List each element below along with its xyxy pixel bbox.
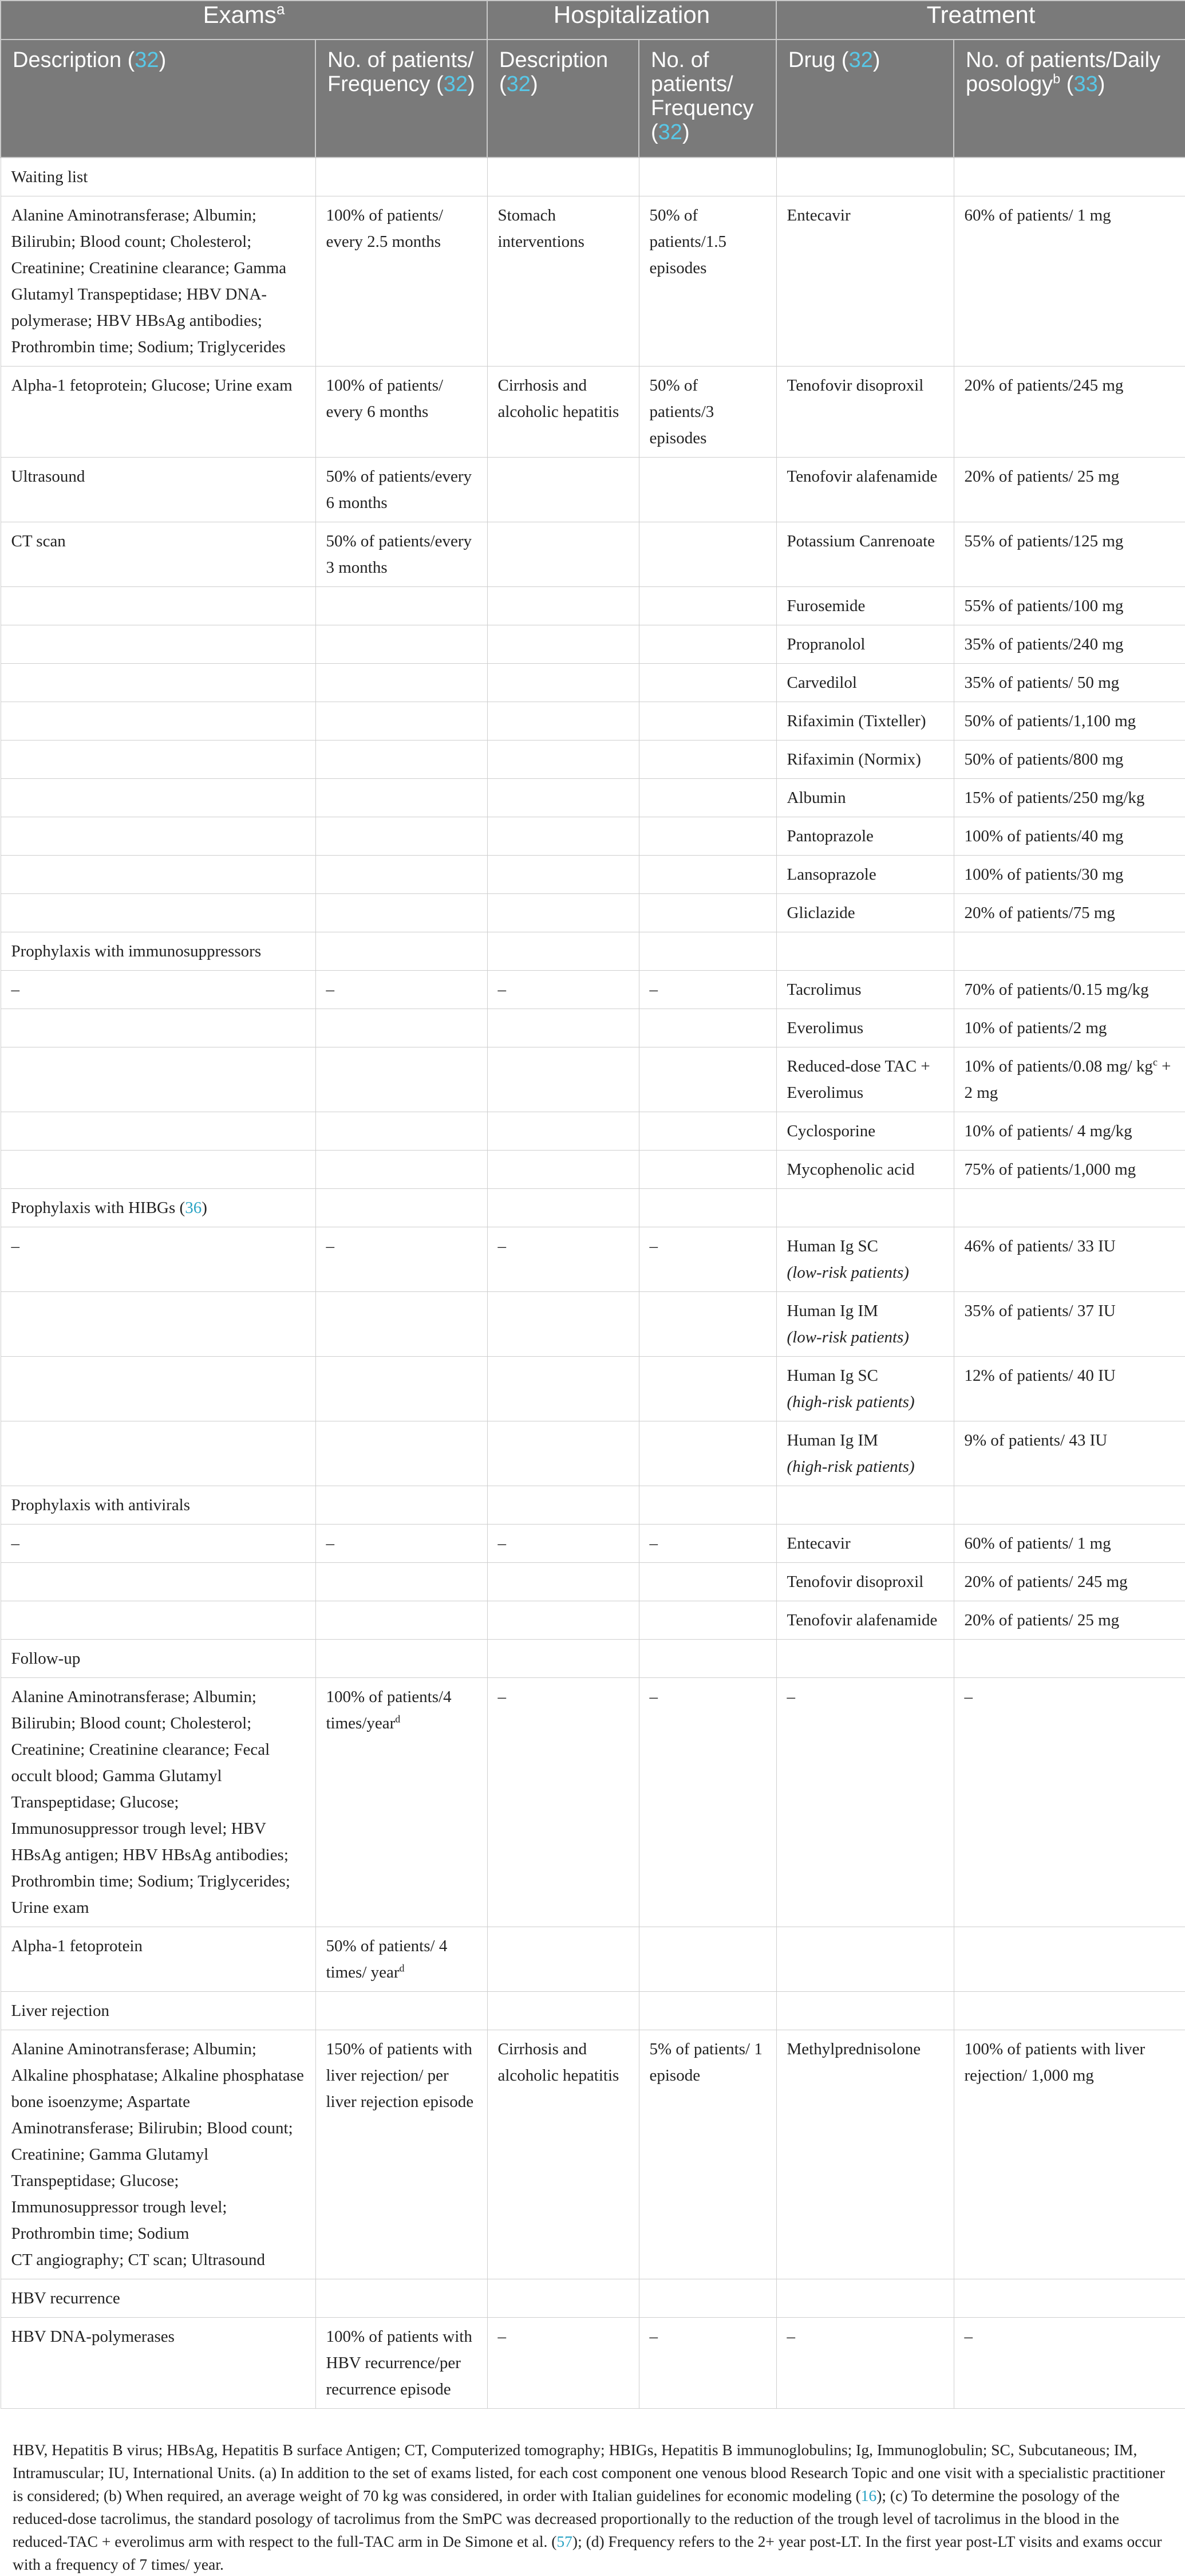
table-row [1, 971, 1185, 1009]
table-row [1, 856, 1185, 894]
hosp-description: Stomach interventions [487, 196, 639, 367]
table-row [1, 2318, 1185, 2409]
hosp-frequency: 50% of patients/1.5 episodes [639, 196, 776, 367]
drug: Pantoprazole [776, 817, 954, 856]
exam-frequency: 100% of patients/4 times/year$^d$ [315, 1678, 487, 1927]
dash: – [487, 1525, 639, 1563]
dash: – [639, 1227, 776, 1292]
posology: 20% of patients/245 mg [954, 367, 1185, 458]
posology: 10% of patients/2 mg [954, 1009, 1185, 1047]
col-posology: No. of patients/Daily posology$^b$ (33) [954, 40, 1185, 157]
posology: 9% of patients/ 43 IU [954, 1421, 1185, 1486]
drug: Furosemide [776, 587, 954, 625]
table-row [1, 1151, 1185, 1189]
posology: 35% of patients/ 50 mg [954, 664, 1185, 702]
dash: – [954, 1678, 1185, 1927]
table-row [1, 894, 1185, 932]
dash: – [776, 2318, 954, 2409]
dash: – [1, 1227, 315, 1292]
hosp-description: Cirrhosis and alcoholic hepatitis [487, 367, 639, 458]
exam-frequency: 100% of patients/ every 6 months [315, 367, 487, 458]
drug: Cyclosporine [776, 1112, 954, 1151]
exam-frequency: 50% of patients/every 6 months [315, 458, 487, 522]
exam-frequency: 100% of patients/ every 2.5 months [315, 196, 487, 367]
table-row [1, 817, 1185, 856]
col-hosp-frequency: No. of patients/ Frequency (32) [639, 40, 776, 157]
drug: Tenofovir alafenamide [776, 1601, 954, 1640]
hosp-frequency: 50% of patients/3 episodes [639, 367, 776, 458]
posology: 35% of patients/240 mg [954, 625, 1185, 664]
table-row [1, 740, 1185, 779]
section-label: HBV recurrence [1, 2279, 315, 2318]
drug: Tenofovir alafenamide [776, 458, 954, 522]
col-exam-description: Description (32) [1, 40, 315, 157]
exam-frequency: 100% of patients with HBV recurrence/per recurrence episode [315, 2318, 487, 2409]
table-row [1, 196, 1185, 367]
group-hospitalization: Hospitalization [487, 1, 776, 40]
drug: Tacrolimus [776, 971, 954, 1009]
hosp-description: Cirrhosis and alcoholic hepatitis [487, 2030, 639, 2279]
posology: 35% of patients/ 37 IU [954, 1292, 1185, 1357]
drug: Rifaximin (Tixteller) [776, 702, 954, 740]
table-row [1, 1227, 1185, 1292]
posology: 100% of patients with liver rejection/ 1,000 mg [954, 2030, 1185, 2279]
section-label: Prophylaxis with antivirals [1, 1486, 315, 1525]
section-label: Waiting list [1, 157, 315, 196]
drug: Albumin [776, 779, 954, 817]
posology: 15% of patients/250 mg/kg [954, 779, 1185, 817]
drug: Carvedilol [776, 664, 954, 702]
dash: – [1, 971, 315, 1009]
drug: Tenofovir disoproxil [776, 367, 954, 458]
exam-frequency: 50% of patients/every 3 months [315, 522, 487, 587]
posology: 50% of patients/800 mg [954, 740, 1185, 779]
dash: – [487, 1227, 639, 1292]
table-row [1, 1678, 1185, 1927]
section-label: Prophylaxis with immunosuppressors [1, 932, 315, 971]
table-footnote: HBV, Hepatitis B virus; HBsAg, Hepatitis B surface Antigen; CT, Computerized tomography; HBIGs, Hepatitis B immunoglobulins; Ig, Immunoglobulin; SC, Subcutaneous; IM, Intramuscular; IU, International Units. (a) In addition to the set of exams listed, for each cost component one venous blood Research Topic and one visit with a specialistic practitioner is considered; (b) When required, an average weight of 70 kg was considered, in order with Italian guidelines for economic modeling (16); (c) To determine the posology of the reduced-dose tacrolimus, the standard posology of tacrolimus from the SmPC was decreased proportionally to the reduction of the trough level of tacrolimus in the blood in the reduced-TAC + everolimus arm with respect to the full-TAC arm in De Simone et al. (57); (d) Frequency refers to the 2+ year post-LT. In the first year post-LT visits and exams occur with a frequency of 7 times/ year. [13, 2441, 1165, 2573]
drug: Methylprednisolone [776, 2030, 954, 2279]
dash: – [315, 971, 487, 1009]
posology: 100% of patients/30 mg [954, 856, 1185, 894]
drug: Human Ig IM (low-risk patients) [776, 1292, 954, 1357]
dash: – [639, 1678, 776, 1927]
posology: 100% of patients/40 mg [954, 817, 1185, 856]
posology: 12% of patients/ 40 IU [954, 1357, 1185, 1421]
drug: Potassium Canrenoate [776, 522, 954, 587]
col-exam-frequency: No. of patients/ Frequency (32) [315, 40, 487, 157]
drug: Gliclazide [776, 894, 954, 932]
dash: – [487, 2318, 639, 2409]
posology: 70% of patients/0.15 mg/kg [954, 971, 1185, 1009]
table-row [1, 664, 1185, 702]
table-row [1, 1927, 1185, 1992]
section-row [1, 1486, 1185, 1525]
table-row [1, 779, 1185, 817]
exam-description: CT scan [1, 522, 315, 587]
exam-description: HBV DNA-polymerases [1, 2318, 315, 2409]
table-row [1, 1047, 1185, 1112]
dash: – [487, 971, 639, 1009]
table-row [1, 1563, 1185, 1601]
col-hosp-description: Description (32) [487, 40, 639, 157]
table-row [1, 1292, 1185, 1357]
exam-frequency: 150% of patients with liver rejection/ per liver rejection episode [315, 2030, 487, 2279]
exam-description: Alanine Aminotransferase; Albumin; Bilirubin; Blood count; Cholesterol; Creatinine; Creatinine clearance; Gamma Glutamyl Transpeptidase; HBV DNA-polymerase; HBV HBsAg antibodies; Prothrombin time; Sodium; Triglycerides [1, 196, 315, 367]
drug: Human Ig IM (high-risk patients) [776, 1421, 954, 1486]
exam-description: Alpha-1 fetoprotein; Glucose; Urine exam [1, 367, 315, 458]
drug: Human Ig SC (high-risk patients) [776, 1357, 954, 1421]
table-row [1, 587, 1185, 625]
table-row [1, 458, 1185, 522]
dash: – [776, 1678, 954, 1927]
table-row [1, 1525, 1185, 1563]
dash: – [315, 1227, 487, 1292]
table-row [1, 1357, 1185, 1421]
dash: – [315, 1525, 487, 1563]
table-row [1, 1601, 1185, 1640]
posology: 75% of patients/1,000 mg [954, 1151, 1185, 1189]
dash: – [639, 971, 776, 1009]
header-column-row [1, 40, 1185, 157]
posology: 20% of patients/ 25 mg [954, 458, 1185, 522]
table-row [1, 522, 1185, 587]
section-label: Prophylaxis with HIBGs (36) [1, 1189, 315, 1227]
dash: – [639, 1525, 776, 1563]
table-row [1, 2030, 1185, 2279]
drug: Entecavir [776, 1525, 954, 1563]
posology: 55% of patients/125 mg [954, 522, 1185, 587]
exam-description: Alanine Aminotransferase; Albumin; Alkaline phosphatase; Alkaline phosphatase bone isoenzyme; Aspartate Aminotransferase; Bilirubin; Blood count; Creatinine; Gamma Glutamyl Transpeptidase; Glucose; Immunosuppressor trough level; Prothrombin time; Sodium CT angiography; CT scan; Ultrasound [1, 2030, 315, 2279]
section-row [1, 1189, 1185, 1227]
posology: 20% of patients/ 245 mg [954, 1563, 1185, 1601]
table-row [1, 1421, 1185, 1486]
posology: 60% of patients/ 1 mg [954, 196, 1185, 367]
posology: 20% of patients/75 mg [954, 894, 1185, 932]
table-row [1, 625, 1185, 664]
table-row [1, 367, 1185, 458]
table-row [1, 1112, 1185, 1151]
posology: 46% of patients/ 33 IU [954, 1227, 1185, 1292]
drug: Entecavir [776, 196, 954, 367]
header-group-row [1, 1, 1185, 40]
hosp-frequency: 5% of patients/ 1 episode [639, 2030, 776, 2279]
posology: 10% of patients/ 4 mg/kg [954, 1112, 1185, 1151]
drug: Propranolol [776, 625, 954, 664]
drug: Human Ig SC (low-risk patients) [776, 1227, 954, 1292]
section-row [1, 157, 1185, 196]
group-exams: Exams$^a$ [1, 1, 487, 40]
posology: 20% of patients/ 25 mg [954, 1601, 1185, 1640]
exam-description: Alpha-1 fetoprotein [1, 1927, 315, 1992]
table-row [1, 1009, 1185, 1047]
exam-description: Ultrasound [1, 458, 315, 522]
table-row [1, 702, 1185, 740]
posology: 60% of patients/ 1 mg [954, 1525, 1185, 1563]
section-label: Liver rejection [1, 1992, 315, 2030]
drug: Reduced-dose TAC + Everolimus [776, 1047, 954, 1112]
posology: 50% of patients/1,100 mg [954, 702, 1185, 740]
section-row [1, 2279, 1185, 2318]
drug: Mycophenolic acid [776, 1151, 954, 1189]
dash: – [487, 1678, 639, 1927]
dash: – [954, 2318, 1185, 2409]
posology: 55% of patients/100 mg [954, 587, 1185, 625]
drug: Everolimus [776, 1009, 954, 1047]
drug: Rifaximin (Normix) [776, 740, 954, 779]
col-drug: Drug (32) [776, 40, 954, 157]
dash: – [1, 1525, 315, 1563]
exam-frequency: 50% of patients/ 4 times/ year$^d$ [315, 1927, 487, 1992]
drug: Tenofovir disoproxil [776, 1563, 954, 1601]
section-row [1, 1640, 1185, 1678]
dash: – [639, 2318, 776, 2409]
section-row [1, 1992, 1185, 2030]
section-row [1, 932, 1185, 971]
posology: 10% of patients/0.08 mg/ $kg^c + 2$ mg [954, 1047, 1185, 1112]
group-treatment: Treatment [776, 1, 1185, 40]
drug: Lansoprazole [776, 856, 954, 894]
exam-description: Alanine Aminotransferase; Albumin; Bilirubin; Blood count; Cholesterol; Creatinine; Creatinine clearance; Fecal occult blood; Gamma Glutamyl Transpeptidase; Glucose; Immunosuppressor trough level; HBV HBsAg antigen; HBV HBsAg antibodies; Prothrombin time; Sodium; Triglycerides; Urine exam [1, 1678, 315, 1927]
section-label: Follow-up [1, 1640, 315, 1678]
